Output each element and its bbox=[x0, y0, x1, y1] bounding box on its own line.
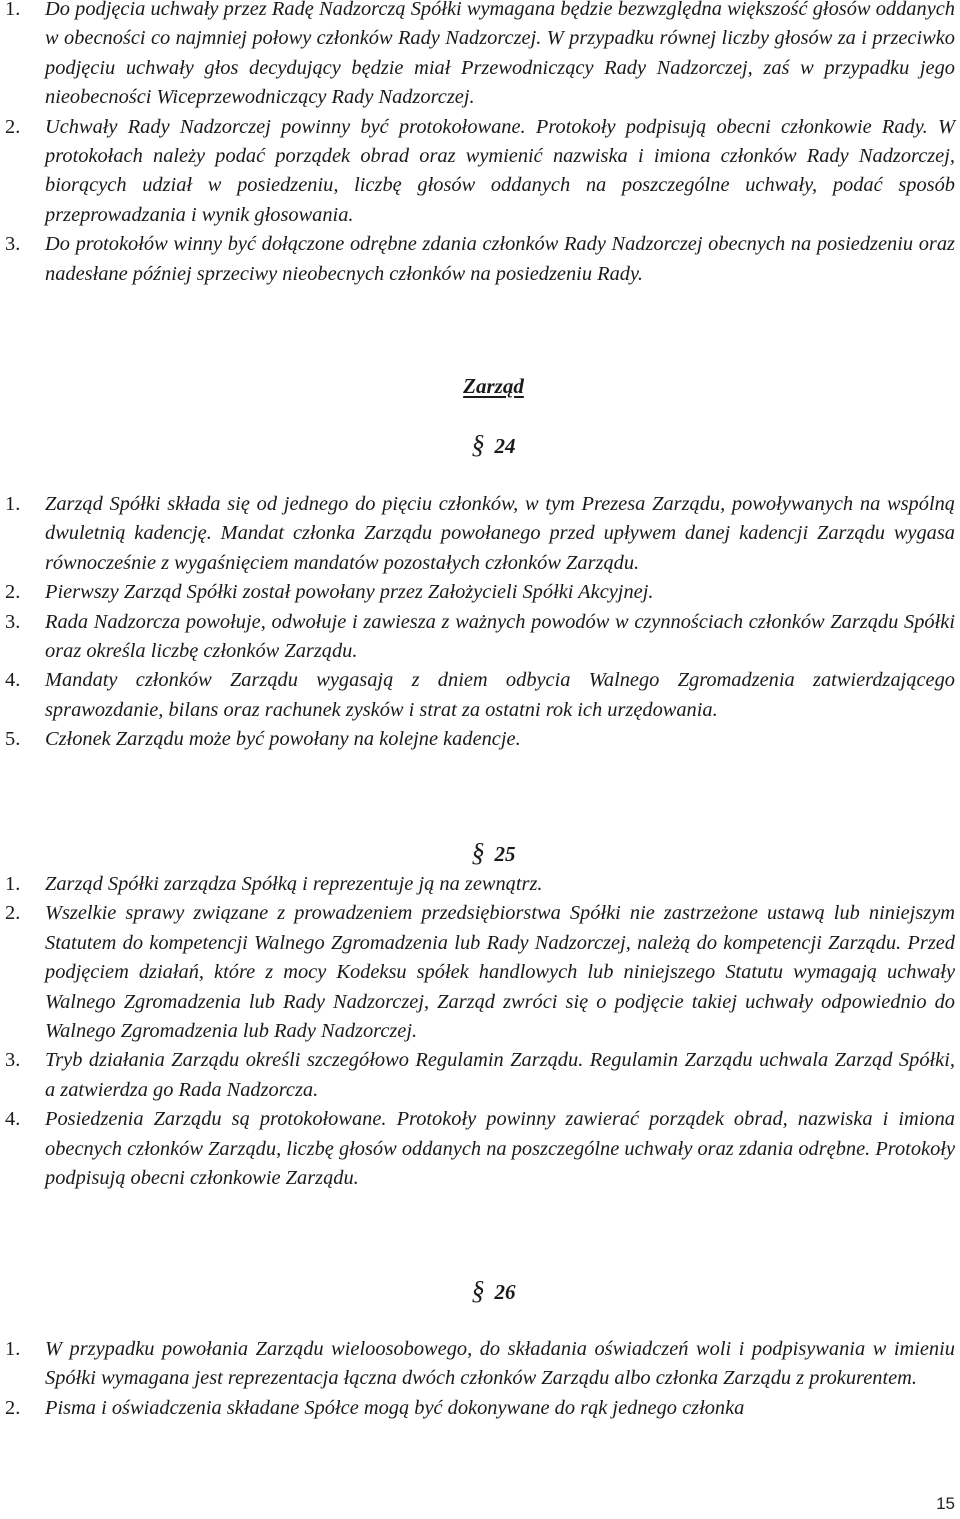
item-text: Posiedzenia Zarządu są protokołowane. Protokoły powinny zawierać porządek obrad, nazwiska i imiona obecnych członków Zarządu, liczbę głosów oddanych na poszczególne uchwały oraz zdania odrębne. Protokoły podpisują obecni członkowie Zarządu. bbox=[45, 1108, 955, 1190]
paragraph-number: 24 bbox=[494, 434, 516, 458]
list-item bbox=[0, 1335, 960, 1394]
section-heading-zarzad: Zarząd bbox=[463, 374, 524, 398]
item-number: 1. bbox=[5, 1338, 21, 1360]
list-item bbox=[0, 230, 960, 289]
list-item bbox=[0, 666, 960, 725]
item-text: Rada Nadzorcza powołuje, odwołuje i zawiesza z ważnych powodów w czynnościach członków Zarządu Spółki oraz określa liczbę członków Zarządu. bbox=[45, 610, 955, 663]
item-text: Zarząd Spółki zarządza Spółką i reprezentuje ją na zewnątrz. bbox=[45, 873, 543, 895]
item-number: 1. bbox=[5, 0, 21, 20]
page-number: 15 bbox=[936, 1494, 955, 1513]
list-item bbox=[0, 0, 960, 113]
paragraph-26-heading bbox=[0, 1276, 960, 1306]
paragraph-24-heading bbox=[0, 430, 960, 460]
item-number: 2. bbox=[5, 902, 21, 925]
paragraph-24-list bbox=[0, 490, 960, 755]
item-text: Mandaty członków Zarządu wygasają z dniem odbycia Walnego Zgromadzenia zatwierdzającego sprawozdanie, bilans oraz rachunek zysków i strat za ostatni rok ich urzędowania. bbox=[45, 669, 955, 721]
item-text: Zarząd Spółki składa się od jednego do pięciu członków, w tym Prezesa Zarządu, powoływanych na wspólną dwuletnią kadencję. Mandat członka Zarządu powołanego przed upływem danej kadencji Zarządu wygasa równocześnie z wygaśnięciem mandatów pozostałych członków Zarządu. bbox=[45, 493, 955, 574]
item-number: 4. bbox=[5, 1108, 21, 1131]
item-number: 3. bbox=[5, 1049, 21, 1072]
item-text: Wszelkie sprawy związane z prowadzeniem przedsiębiorstwa Spółki nie zastrzeżone ustawą lub niniejszym Statutem do kompetencji Walnego Zgromadzenia lub Rady Nadzorczej, należą do kompetencji Zarządu. Przed podjęciem działań, które z mocy Kodeksu spółek handlowych lub niniejszego Statutu wymagają uchwały Walnego Zgromadzenia lub Rady Nadzorczej, Zarząd zwróci się o podjęcie takiej uchwały odpowiednio do Walnego Zgromadzenia lub Rady Nadzorczej. bbox=[45, 902, 955, 1043]
list-item bbox=[0, 490, 960, 578]
item-text: Pisma i oświadczenia składane Spółce mogą być dokonywane do rąk jednego członka bbox=[45, 1396, 745, 1419]
item-text: Członek Zarządu może być powołany na kolejne kadencje. bbox=[45, 728, 521, 751]
item-number: 2. bbox=[5, 1396, 21, 1419]
item-text: W przypadku powołania Zarządu wieloosobowego, do składania oświadczeń woli i podpisywania w imieniu Spółki wymagana jest reprezentacja łączna dwóch członków Zarządu albo członka Zarządu z prokurentem. bbox=[45, 1338, 955, 1390]
item-text: Pierwszy Zarząd Spółki został powołany przez Założycieli Spółki Akcyjnej. bbox=[45, 581, 654, 604]
item-number: 5. bbox=[5, 728, 21, 751]
item-number: 4. bbox=[5, 669, 21, 692]
list-item bbox=[0, 608, 960, 667]
paragraph-symbol: § bbox=[471, 1276, 485, 1305]
item-number: 2. bbox=[5, 581, 21, 604]
item-number: 2. bbox=[5, 115, 21, 138]
item-text: Do protokołów winny być dołączone odrębne zdania członków Rady Nadzorczej obecnych na posiedzeniu oraz nadesłane później sprzeciwy nieobecnych członków na posiedzeniu Rady. bbox=[45, 233, 955, 285]
list-item bbox=[0, 578, 960, 607]
list-item bbox=[0, 1105, 960, 1193]
paragraph-25-list bbox=[0, 870, 960, 1193]
paragraph-25-heading bbox=[0, 838, 960, 868]
item-number: 1. bbox=[5, 873, 21, 895]
paragraph-number: 26 bbox=[494, 1280, 516, 1304]
item-text: Do podjęcia uchwały przez Radę Nadzorczą Spółki wymagana będzie bezwzględna większość głosów oddanych w obecności co najmniej połowy członków Rady Nadzorczej. W przypadku równej liczby głosów za i przeciwko podjęciu uchwały głos decydujący będzie miał Przewodniczący Rady Nadzorczej, zaś w przypadku jego nieobecności Wiceprzewodniczący Rady Nadzorczej. bbox=[45, 0, 955, 109]
paragraph-number: 25 bbox=[494, 842, 516, 866]
list-item bbox=[0, 113, 960, 231]
list-item bbox=[0, 1394, 960, 1423]
section-rada-nadzorcza-list bbox=[0, 0, 960, 289]
paragraph-symbol: § bbox=[471, 430, 485, 459]
paragraph-symbol: § bbox=[471, 838, 485, 867]
list-item bbox=[0, 899, 960, 1046]
list-item bbox=[0, 1046, 960, 1105]
item-text: Tryb działania Zarządu określi szczegółowo Regulamin Zarządu. Regulamin Zarządu uchwala Zarząd Spółki, a zatwierdza go Rada Nadzorcza. bbox=[45, 1049, 955, 1101]
item-number: 1. bbox=[5, 493, 21, 515]
item-number: 3. bbox=[5, 610, 21, 633]
paragraph-26-list bbox=[0, 1335, 960, 1423]
list-item bbox=[0, 725, 960, 754]
item-number: 3. bbox=[5, 233, 21, 256]
item-text: Uchwały Rady Nadzorczej powinny być protokołowane. Protokoły podpisują obecni członkowie Rady. W protokołach należy podać porządek obrad oraz wymienić nazwiska i imiona członków Rady Nadzorczej, biorących udział w posiedzeniu, liczbę głosów oddanych na poszczególne uchwały, podać sposób przeprowadzania i wynik głosowania. bbox=[45, 115, 955, 226]
list-item bbox=[0, 870, 960, 899]
